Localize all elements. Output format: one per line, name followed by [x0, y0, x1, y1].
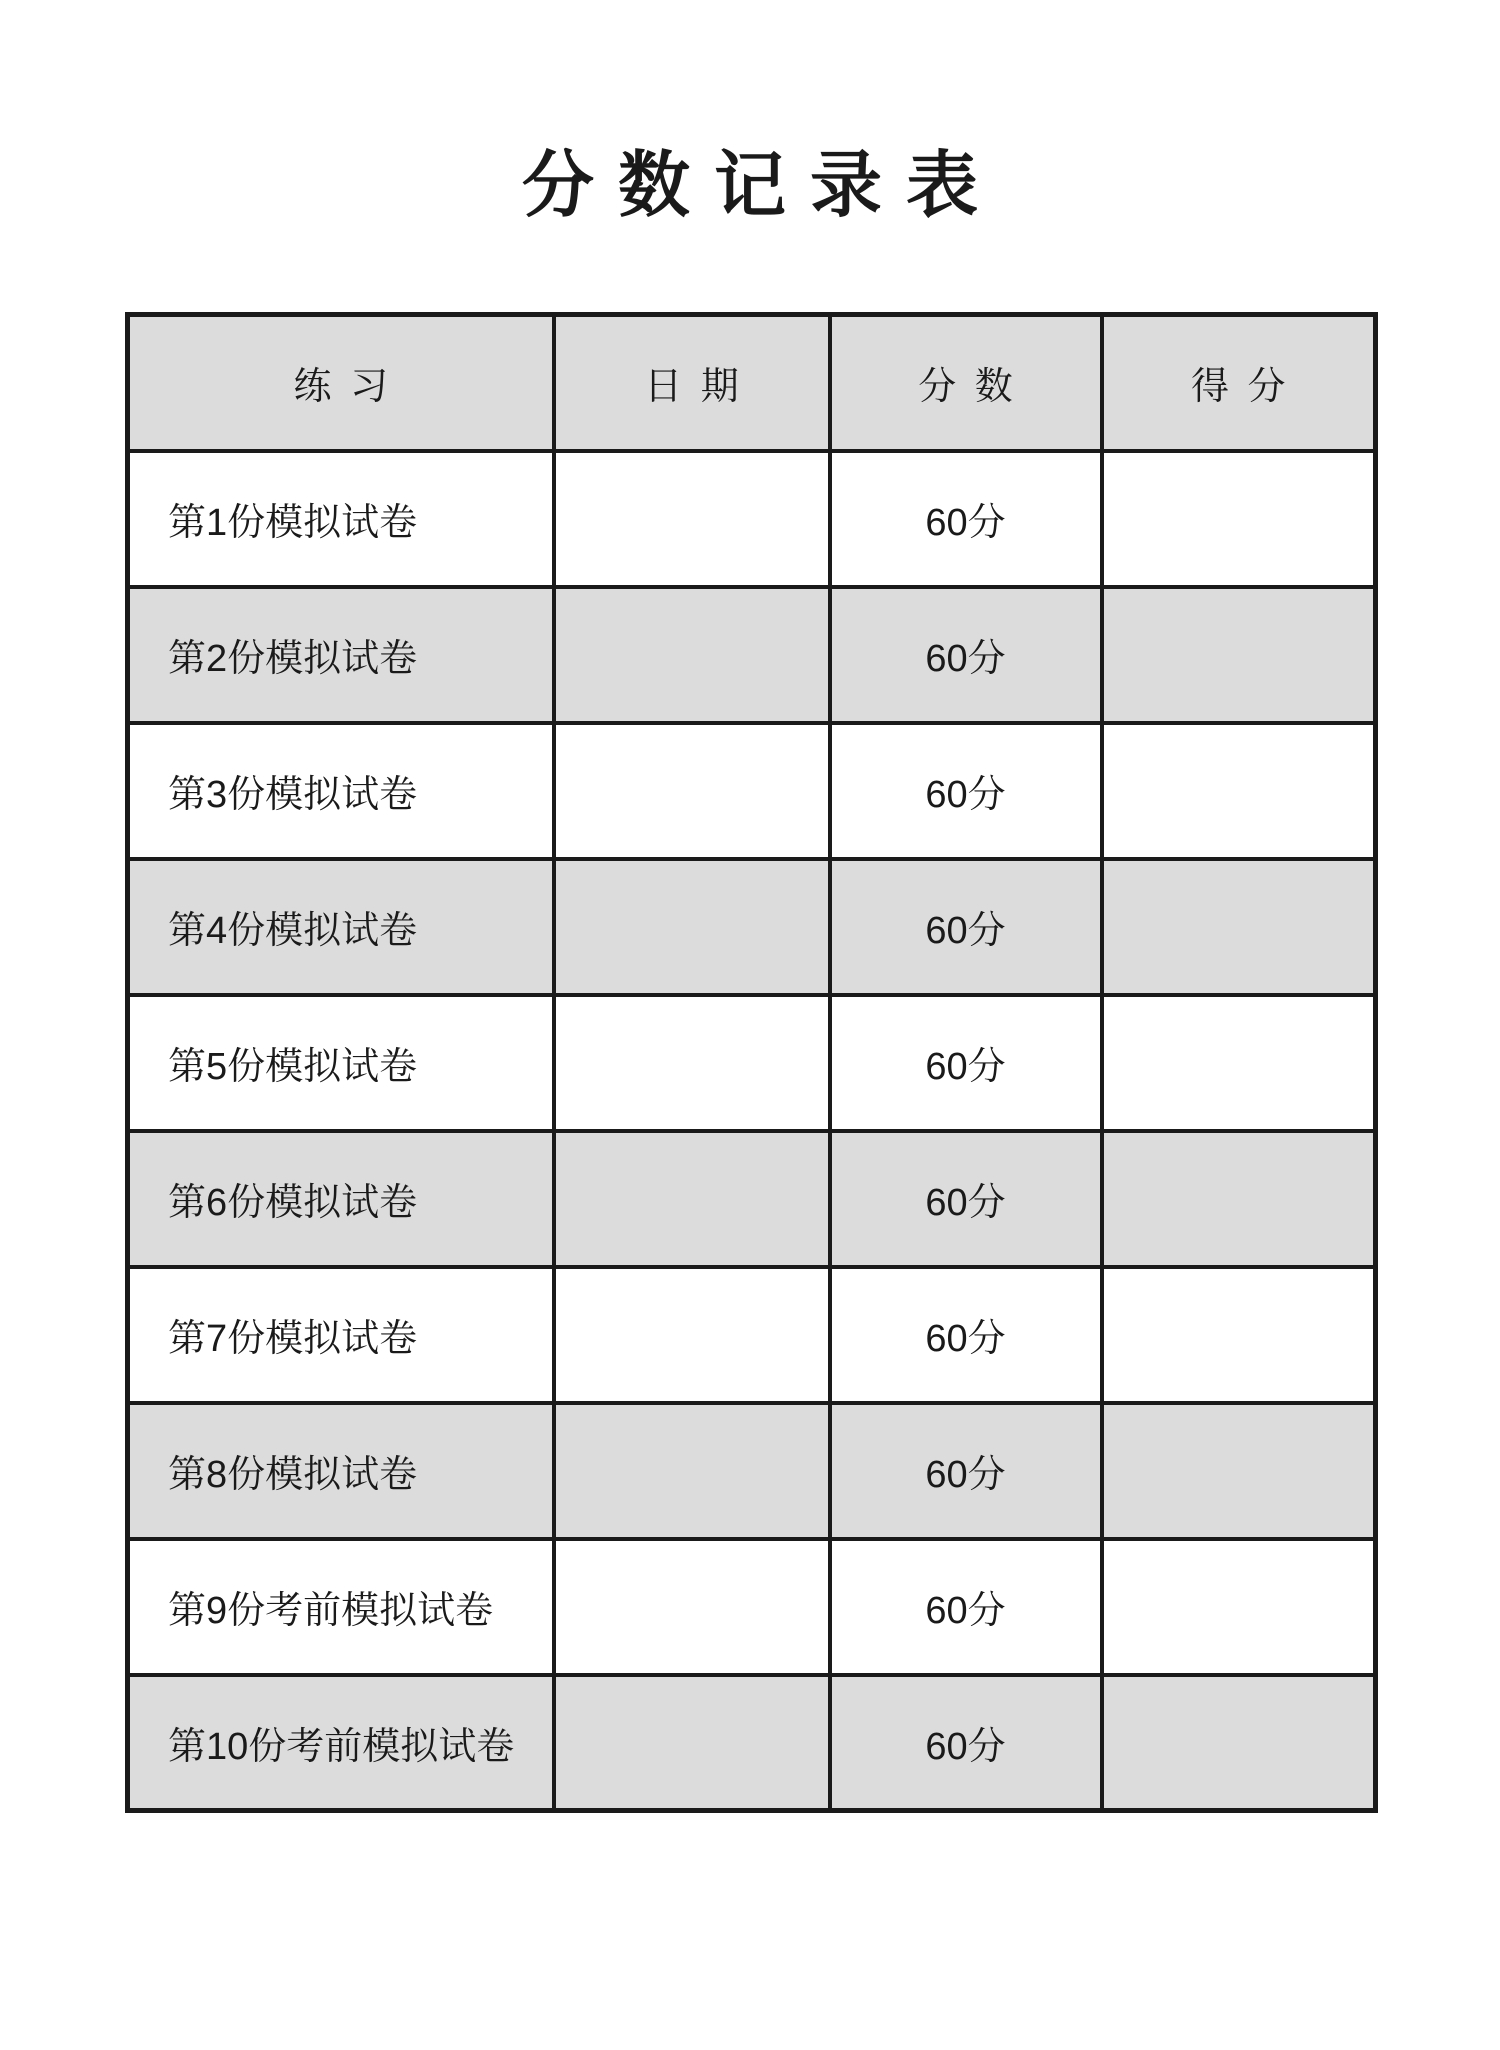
- points-cell: [1102, 859, 1376, 995]
- exercise-cell: 第8份模拟试卷: [128, 1403, 554, 1539]
- table-row: [128, 723, 1376, 859]
- score-cell: 60分: [830, 1267, 1102, 1403]
- score-record-table: [125, 312, 1378, 1813]
- date-cell: [554, 995, 830, 1131]
- points-cell: [1102, 1675, 1376, 1811]
- score-cell: 60分: [830, 995, 1102, 1131]
- score-cell: 60分: [830, 451, 1102, 587]
- score-cell: 60分: [830, 1539, 1102, 1675]
- header-score: 分 数: [830, 315, 1102, 451]
- date-cell: [554, 1675, 830, 1811]
- points-cell: [1102, 451, 1376, 587]
- points-cell: [1102, 995, 1376, 1131]
- exercise-cell: 第10份考前模拟试卷: [128, 1675, 554, 1811]
- table-row: [128, 995, 1376, 1131]
- table-row: [128, 1267, 1376, 1403]
- exercise-cell: 第9份考前模拟试卷: [128, 1539, 554, 1675]
- points-cell: [1102, 1267, 1376, 1403]
- exercise-cell: 第3份模拟试卷: [128, 723, 554, 859]
- date-cell: [554, 1131, 830, 1267]
- table-row: [128, 1675, 1376, 1811]
- table-row: [128, 1131, 1376, 1267]
- date-cell: [554, 451, 830, 587]
- exercise-cell: 第2份模拟试卷: [128, 587, 554, 723]
- score-cell: 60分: [830, 587, 1102, 723]
- exercise-cell: 第5份模拟试卷: [128, 995, 554, 1131]
- date-cell: [554, 587, 830, 723]
- exercise-cell: 第6份模拟试卷: [128, 1131, 554, 1267]
- table-row: [128, 859, 1376, 995]
- table-header-row: [128, 315, 1376, 451]
- date-cell: [554, 1267, 830, 1403]
- date-cell: [554, 723, 830, 859]
- exercise-cell: 第7份模拟试卷: [128, 1267, 554, 1403]
- score-cell: 60分: [830, 723, 1102, 859]
- date-cell: [554, 859, 830, 995]
- table-row: [128, 1539, 1376, 1675]
- exercise-cell: 第4份模拟试卷: [128, 859, 554, 995]
- exercise-cell: 第1份模拟试卷: [128, 451, 554, 587]
- page-title: 分数记录表: [521, 146, 1002, 226]
- points-cell: [1102, 723, 1376, 859]
- table-row: [128, 1403, 1376, 1539]
- points-cell: [1102, 587, 1376, 723]
- score-cell: 60分: [830, 1675, 1102, 1811]
- points-cell: [1102, 1539, 1376, 1675]
- points-cell: [1102, 1403, 1376, 1539]
- points-cell: [1102, 1131, 1376, 1267]
- date-cell: [554, 1539, 830, 1675]
- score-cell: 60分: [830, 1131, 1102, 1267]
- table-row: [128, 587, 1376, 723]
- header-points: 得 分: [1102, 315, 1376, 451]
- date-cell: [554, 1403, 830, 1539]
- header-exercise: 练 习: [128, 315, 554, 451]
- score-cell: 60分: [830, 1403, 1102, 1539]
- score-cell: 60分: [830, 859, 1102, 995]
- header-date: 日 期: [554, 315, 830, 451]
- table-row: [128, 451, 1376, 587]
